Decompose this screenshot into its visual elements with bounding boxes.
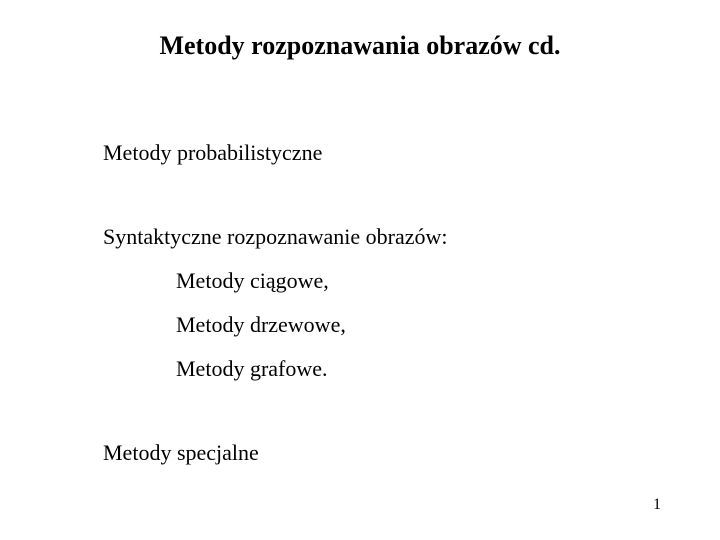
subitem-graph-methods: Metody grafowe. — [176, 356, 328, 381]
item-special-methods: Metody specjalne — [103, 440, 259, 465]
subitem-tree-methods: Metody drzewowe, — [176, 312, 346, 337]
subitem-string-methods: Metody ciągowe, — [176, 268, 329, 293]
page-number: 1 — [653, 496, 661, 513]
item-probabilistic-methods: Metody probabilistyczne — [103, 140, 323, 165]
slide-title: Metody rozpoznawania obrazów cd. — [159, 31, 561, 60]
item-syntactic-recognition: Syntaktyczne rozpoznawanie obrazów: — [103, 224, 448, 249]
